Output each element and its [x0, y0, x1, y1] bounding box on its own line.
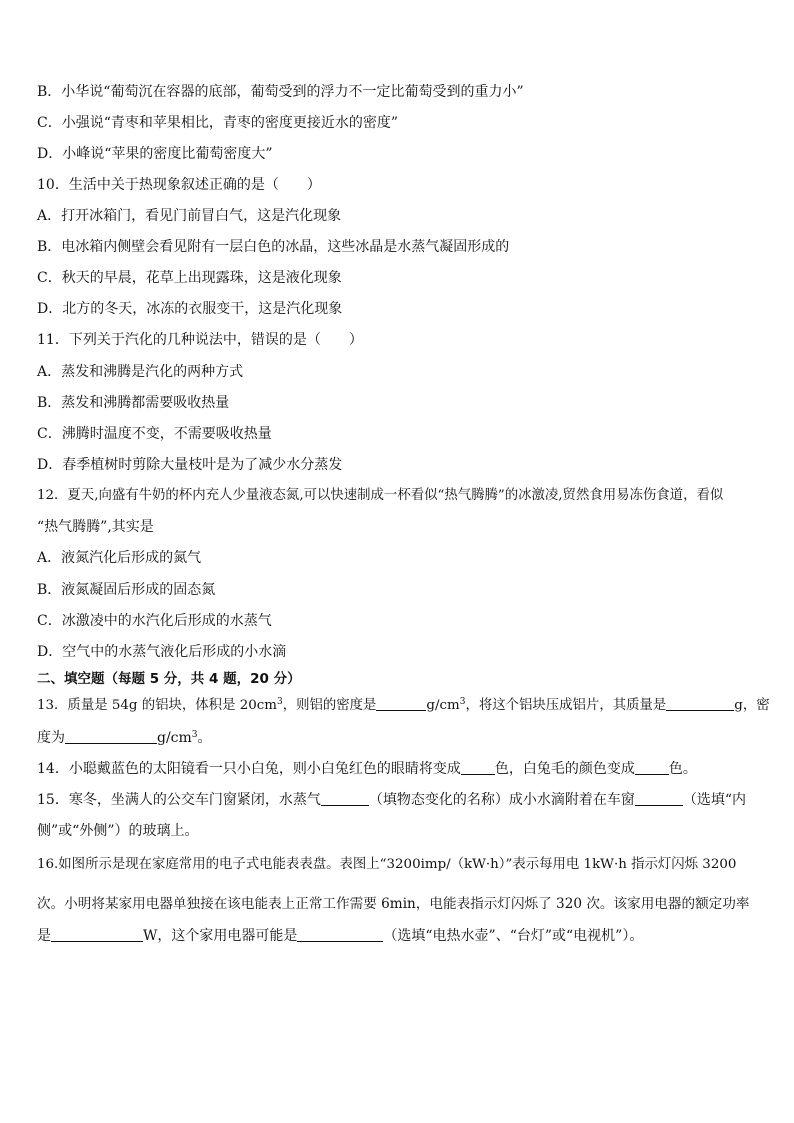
- q11-option-a: A．蒸发和沸腾是汽化的两种方式: [37, 364, 244, 380]
- q11-option-b: B．蒸发和沸腾都需要吸收热量: [37, 395, 230, 411]
- q16-line3: [37, 926, 643, 946]
- q11-option-c: C．沸腾时温度不变，不需要吸收热量: [37, 426, 272, 442]
- q15-line2: 侧”或“外侧”）的玻璃上。: [37, 823, 199, 839]
- q11-option-d: D．春季植树时剪除大量枝叶是为了减少水分蒸发: [37, 457, 343, 473]
- q12-stem-line1: 12．夏天,向盛有牛奶的杯内充人少量液态氮,可以快速制成一杯看似“热气腾腾”的冰激凌,贸然食用易冻伤食道，看似: [37, 488, 724, 503]
- q9-option-d: D．小峰说“苹果的密度比葡萄密度大”: [37, 146, 273, 162]
- q13-blank-mass[interactable]: [666, 696, 734, 711]
- q15-text-part3: （选填“内: [682, 792, 746, 808]
- q16-text-part-c: （选填“电热水壶”、“台灯”或“电视机”）。: [383, 928, 644, 944]
- q13-line2: [37, 728, 212, 748]
- q9-option-c: C．小强说“青枣和苹果相比，青枣的密度更接近水的密度”: [37, 115, 399, 131]
- q15-text-part2: （填物态变化的名称）成小水滴附着在车窗: [368, 792, 635, 808]
- q14-text-part3: 色。: [668, 761, 697, 777]
- q13-blank-density[interactable]: [376, 696, 426, 711]
- q14-line: [37, 759, 697, 779]
- q12-option-c: C．冰激凌中的水汽化后形成的水蒸气: [37, 613, 272, 629]
- q16-blank-power[interactable]: [51, 927, 143, 942]
- q10-option-b: B．电冰箱内侧壁会看见附有一层白色的冰晶，这些冰晶是水蒸气凝固形成的: [37, 239, 510, 255]
- q13-superscript: 3: [459, 697, 466, 707]
- q10-stem: 10．生活中关于热现象叙述正确的是（ ）: [37, 177, 321, 193]
- q14-text-part2: 色，白兔毛的颜色变成: [494, 761, 635, 777]
- q13-unit1: g/cm: [426, 698, 460, 713]
- q13-text-part4: ，将这个铝块压成铝片，其质量是: [465, 698, 667, 713]
- q10-option-a: A．打开冰箱门，看见门前冒白气，这是汽化现象: [37, 208, 342, 224]
- q13-text-part6: 度为: [37, 730, 65, 746]
- q14-blank-fur-color[interactable]: [635, 760, 669, 775]
- q16-line2: 次。小明将某家用电器单独接在该电能表上正常工作需要 6min，电能表指示灯闪烁了 320 次。该家用电器的额定功率: [37, 896, 750, 912]
- q13-line1: [37, 696, 770, 716]
- q13-superscript: 3: [276, 697, 283, 707]
- q9-option-b: B．小华说“葡萄沉在容器的底部，葡萄受到的浮力不一定比葡萄受到的重力小”: [37, 84, 524, 100]
- q13-unit2: g/cm: [157, 730, 192, 746]
- q10-option-c: C．秋天的早晨，花草上出现露珠，这是液化现象: [37, 270, 342, 286]
- q16-text-part-a: 是: [37, 928, 51, 944]
- q13-text-part1: 13．质量是 54g 的铝块，体积是 20cm: [37, 698, 277, 713]
- q15-blank-state-change[interactable]: [321, 791, 369, 806]
- q11-stem: 11．下列关于汽化的几种说法中，错误的是（ ）: [37, 332, 363, 348]
- q12-stem-line2: “热气腾腾”,其实是: [37, 519, 154, 535]
- q10-option-d: D．北方的冬天，冰冻的衣服变干，这是汽化现象: [37, 301, 343, 317]
- q13-text-part5: g，密: [734, 698, 770, 713]
- q15-text-part1: 15．寒冬，坐满人的公交车门窗紧闭，水蒸气: [37, 792, 321, 808]
- q16-blank-appliance[interactable]: [297, 927, 383, 942]
- section-heading-fill-in: 二、填空题（每题 5 分，共 4 题，20 分）: [37, 671, 301, 687]
- q15-blank-window-side[interactable]: [635, 791, 683, 806]
- q12-option-d: D．空气中的水蒸气液化后形成的小水滴: [37, 644, 287, 660]
- q16-line1: 16.如图所示是现在家庭常用的电子式电能表表盘。表图上“3200imp/（kW·h）”表示每用电 1kW·h 指示灯闪烁 3200: [37, 857, 737, 872]
- q12-option-b: B．液氮凝固后形成的固态氮: [37, 582, 216, 598]
- q14-text-part1: 14．小聪戴蓝色的太阳镜看一只小白兔，则小白兔红色的眼睛将变成: [37, 761, 461, 777]
- q13-blank-density2[interactable]: [65, 729, 157, 744]
- q12-option-a: A．液氮汽化后形成的氮气: [37, 550, 202, 566]
- q13-text-part2: ，则铝的密度是: [282, 698, 377, 713]
- q15-line1: [37, 790, 746, 810]
- q14-blank-eye-color[interactable]: [461, 760, 495, 775]
- q16-text-part-b: W，这个家用电器可能是: [143, 928, 298, 944]
- q13-superscript: 3: [191, 730, 198, 740]
- q13-text-part8: 。: [197, 730, 212, 746]
